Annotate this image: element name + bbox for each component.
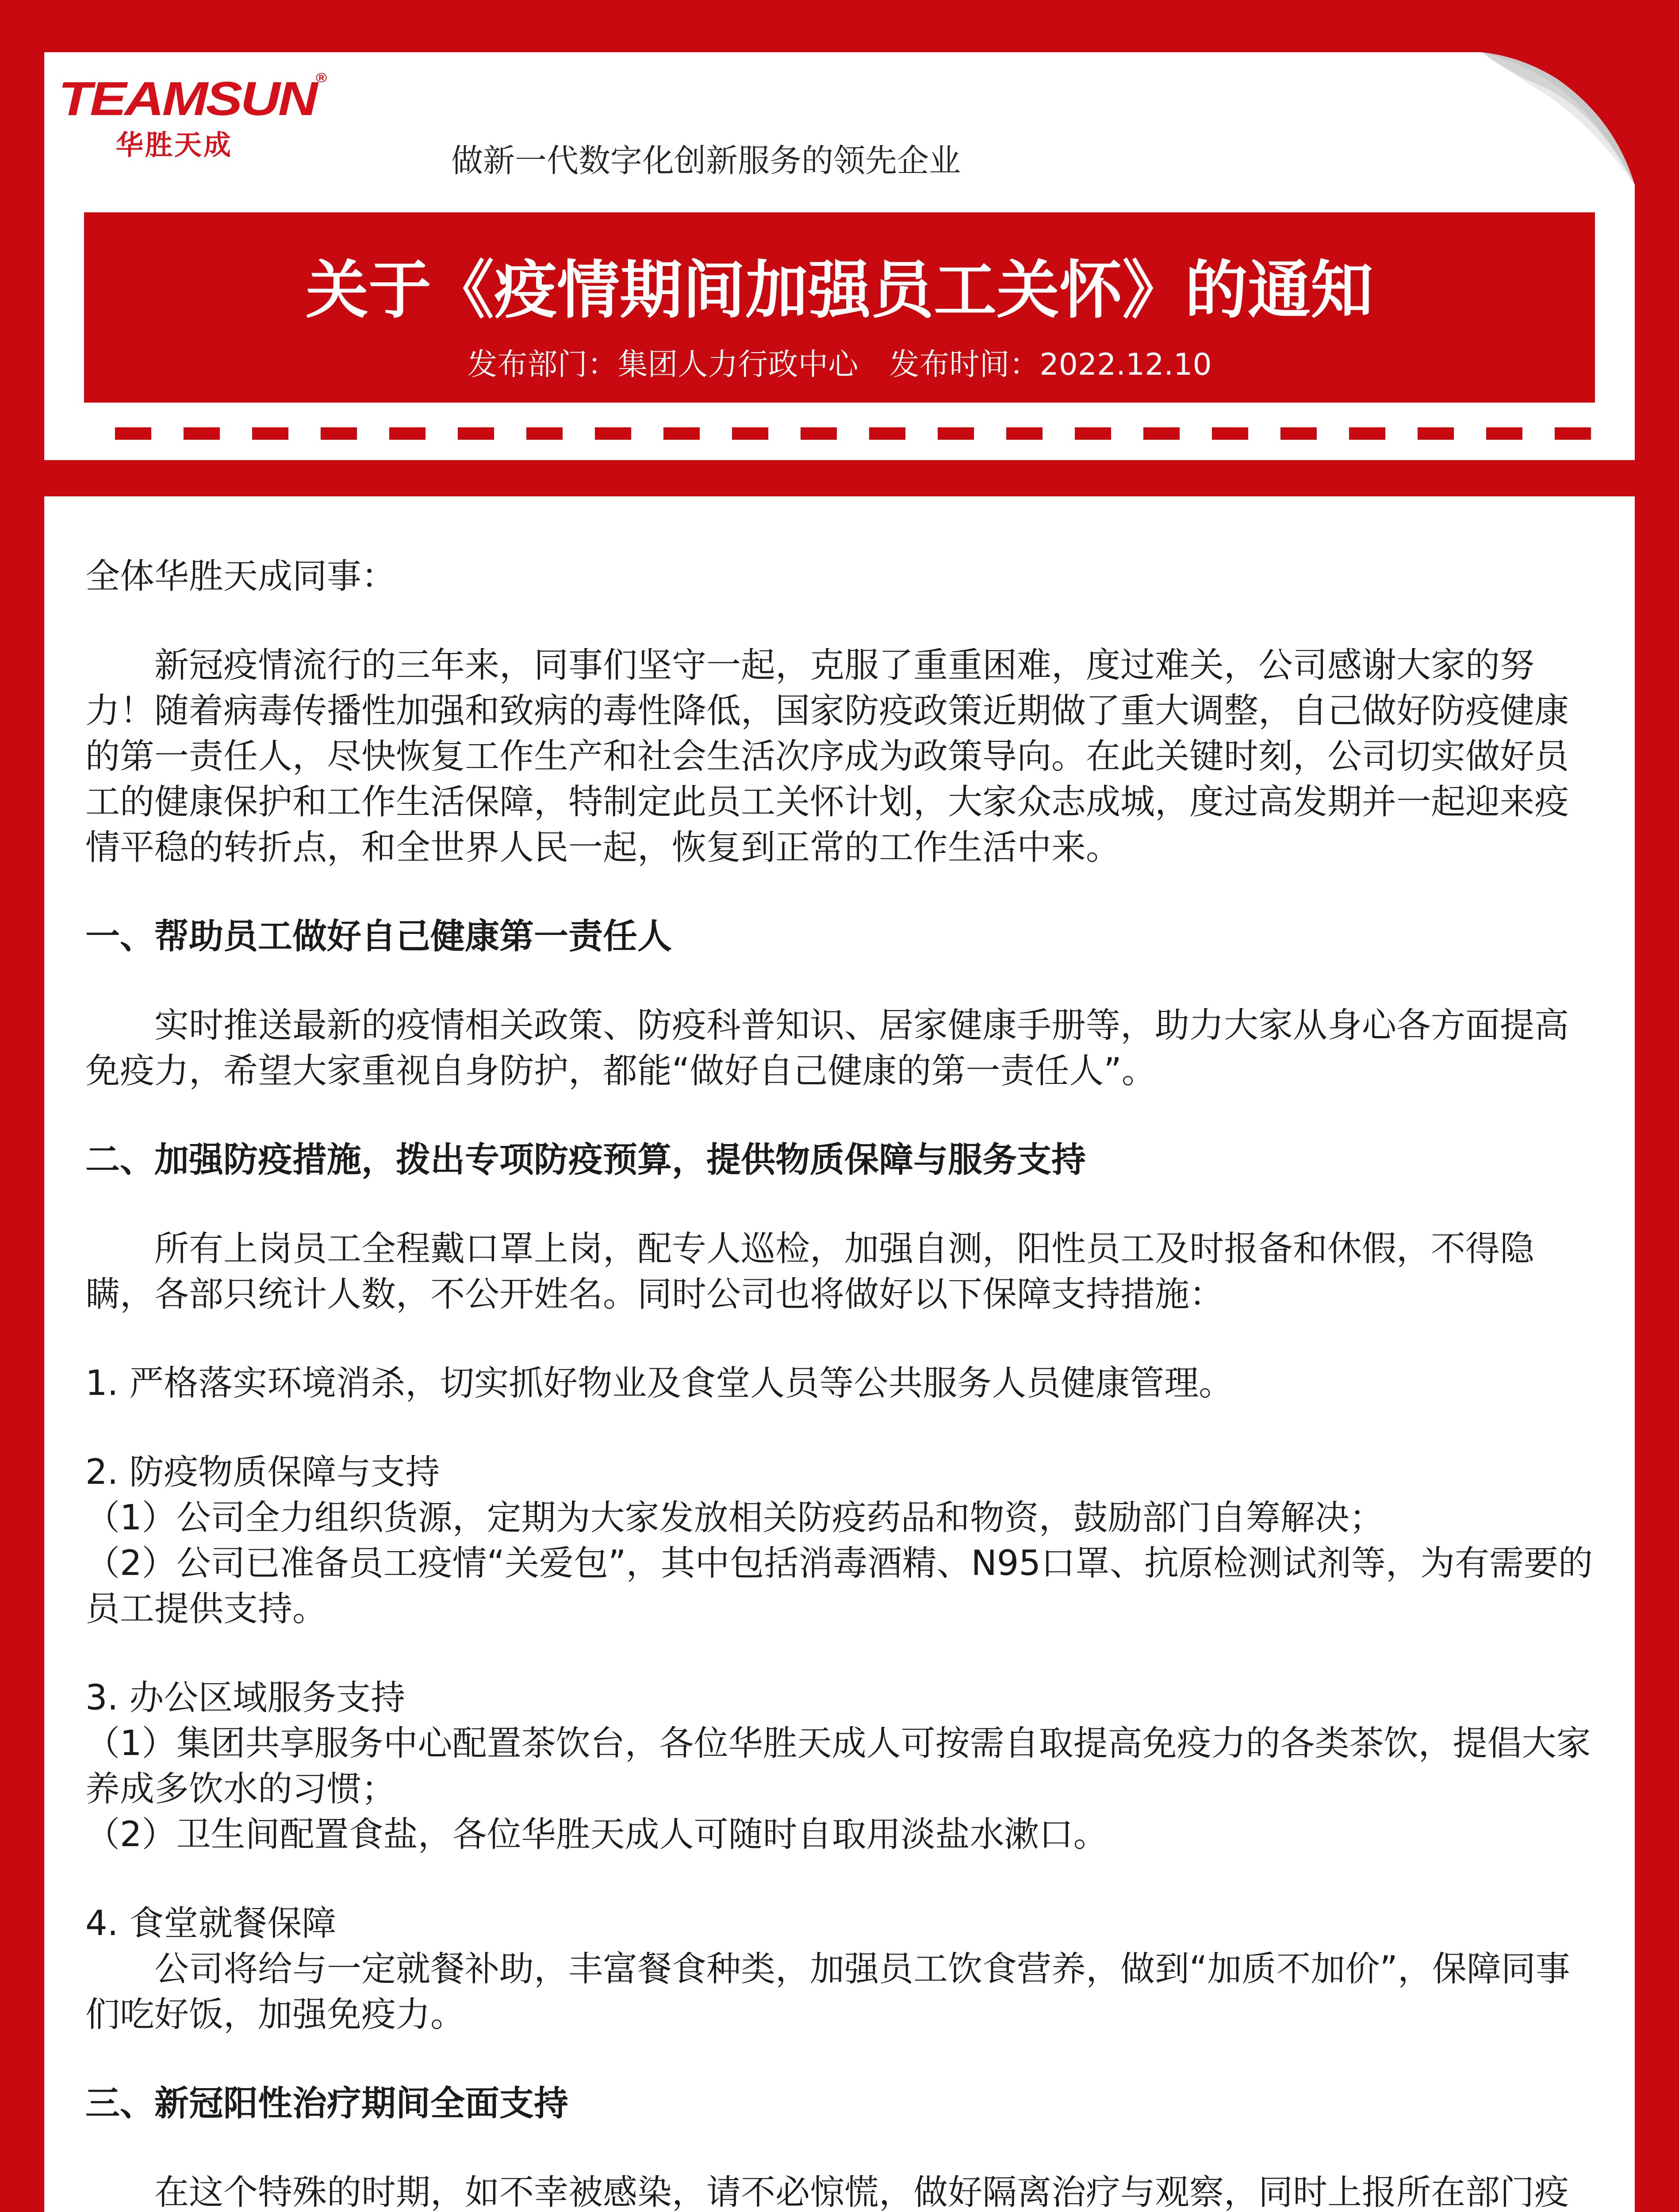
section-1-title: 一、帮助员工做好自己健康第一责任人 xyxy=(85,917,672,956)
greeting: 全体华胜天成同事： xyxy=(85,557,396,596)
page-curl-decoration xyxy=(1482,52,1635,185)
section-2-item-4-text: 公司将给与一定就餐补助，丰富餐食种类，加强员工饮食营养，做到“加质不加价”，保障同事们吃好饭，加强免疫力。 xyxy=(85,1949,1570,2035)
notice-body-panel xyxy=(44,496,1635,2212)
section-2-item-2-b: （2）公司已准备员工疫情“关爱包”，其中包括消毒酒精、N95口罩、抗原检测试剂等，为有需要的员工提供支持。 xyxy=(85,1544,1593,1629)
logo-chinese: 华胜天成 xyxy=(116,129,233,161)
section-1-text: 实时推送最新的疫情相关政策、防疫科普知识、居家健康手册等，助力大家从身心各方面提高免疫力，希望大家重视自身防护，都能“做好自己健康的第一责任人”。 xyxy=(85,1006,1569,1091)
section-2-item-3-a: （1）集团共享服务中心配置茶饮台，各位华胜天成人可按需自取提高免疫力的各类茶饮，提倡大家养成多饮水的习惯； xyxy=(85,1724,1591,1809)
publish-department: 发布部门：集团人力行政中心 xyxy=(467,347,859,382)
title-banner xyxy=(84,212,1595,403)
section-2-title: 二、加强防疫措施，拨出专项防疫预算，提供物质保障与服务支持 xyxy=(85,1140,1086,1180)
publish-meta xyxy=(84,341,1595,384)
teamsun-logo xyxy=(58,71,412,186)
dashed-divider xyxy=(84,426,1595,442)
section-2-item-2-a: （1）公司全力组织货源，定期为大家发放相关防疫药品和物资，鼓励部门自筹解决； xyxy=(85,1498,1384,1538)
section-2-item-1: 1. 严格落实环境消杀，切实抓好物业及食堂人员等公共服务人员健康管理。 xyxy=(85,1363,1234,1403)
section-3-title: 三、新冠阳性治疗期间全面支持 xyxy=(85,2084,569,2124)
intro-paragraph: 新冠疫情流行的三年来，同事们坚守一起，克服了重重困难，度过难关，公司感谢大家的努力！随着病毒传播性加强和致病的毒性降低，国家防疫政策近期做了重大调整，自己做好防疫健康的第一责任人，尽快恢复工作生产和社会生活次序成为政策导向。在此关键时刻，公司切实做好员工的健康保护和工作生活保障，特制定此员工关怀计划，大家众志成城，度过高发期并一起迎来疫情平稳的转折点，和全世界人民一起，恢复到正常的工作生活中来。 xyxy=(85,645,1569,868)
company-slogan: 做新一代数字化创新服务的领先企业 xyxy=(451,142,961,179)
section-2-item-4-title: 4. 食堂就餐保障 xyxy=(85,1904,337,1943)
section-2-text: 所有上岗员工全程戴口罩上岗，配专人巡检，加强自测，阳性员工及时报备和休假，不得隐瞒，各部只统计人数，不公开姓名。同时公司也将做好以下保障支持措施： xyxy=(85,1229,1535,1314)
section-2-item-3-title: 3. 办公区域服务支持 xyxy=(85,1678,406,1718)
section-2-item-2-title: 2. 防疫物质保障与支持 xyxy=(85,1452,440,1492)
publish-time: 发布时间：2022.12.10 xyxy=(889,347,1212,382)
logo-english: TEAMSUN® xyxy=(58,71,325,125)
section-3-text: 在这个特殊的时期，如不幸被感染，请不必惊慌，做好隔离治疗与观察，同时上报所在部门疫 xyxy=(154,2173,1569,2212)
section-2-item-3-b: （2）卫生间配置食盐，各位华胜天成人可随时自取用淡盐水漱口。 xyxy=(85,1815,1108,1855)
notice-title: 关于《疫情期间加强员工关怀》的通知 xyxy=(306,254,1373,327)
notice-text xyxy=(85,554,1598,2212)
